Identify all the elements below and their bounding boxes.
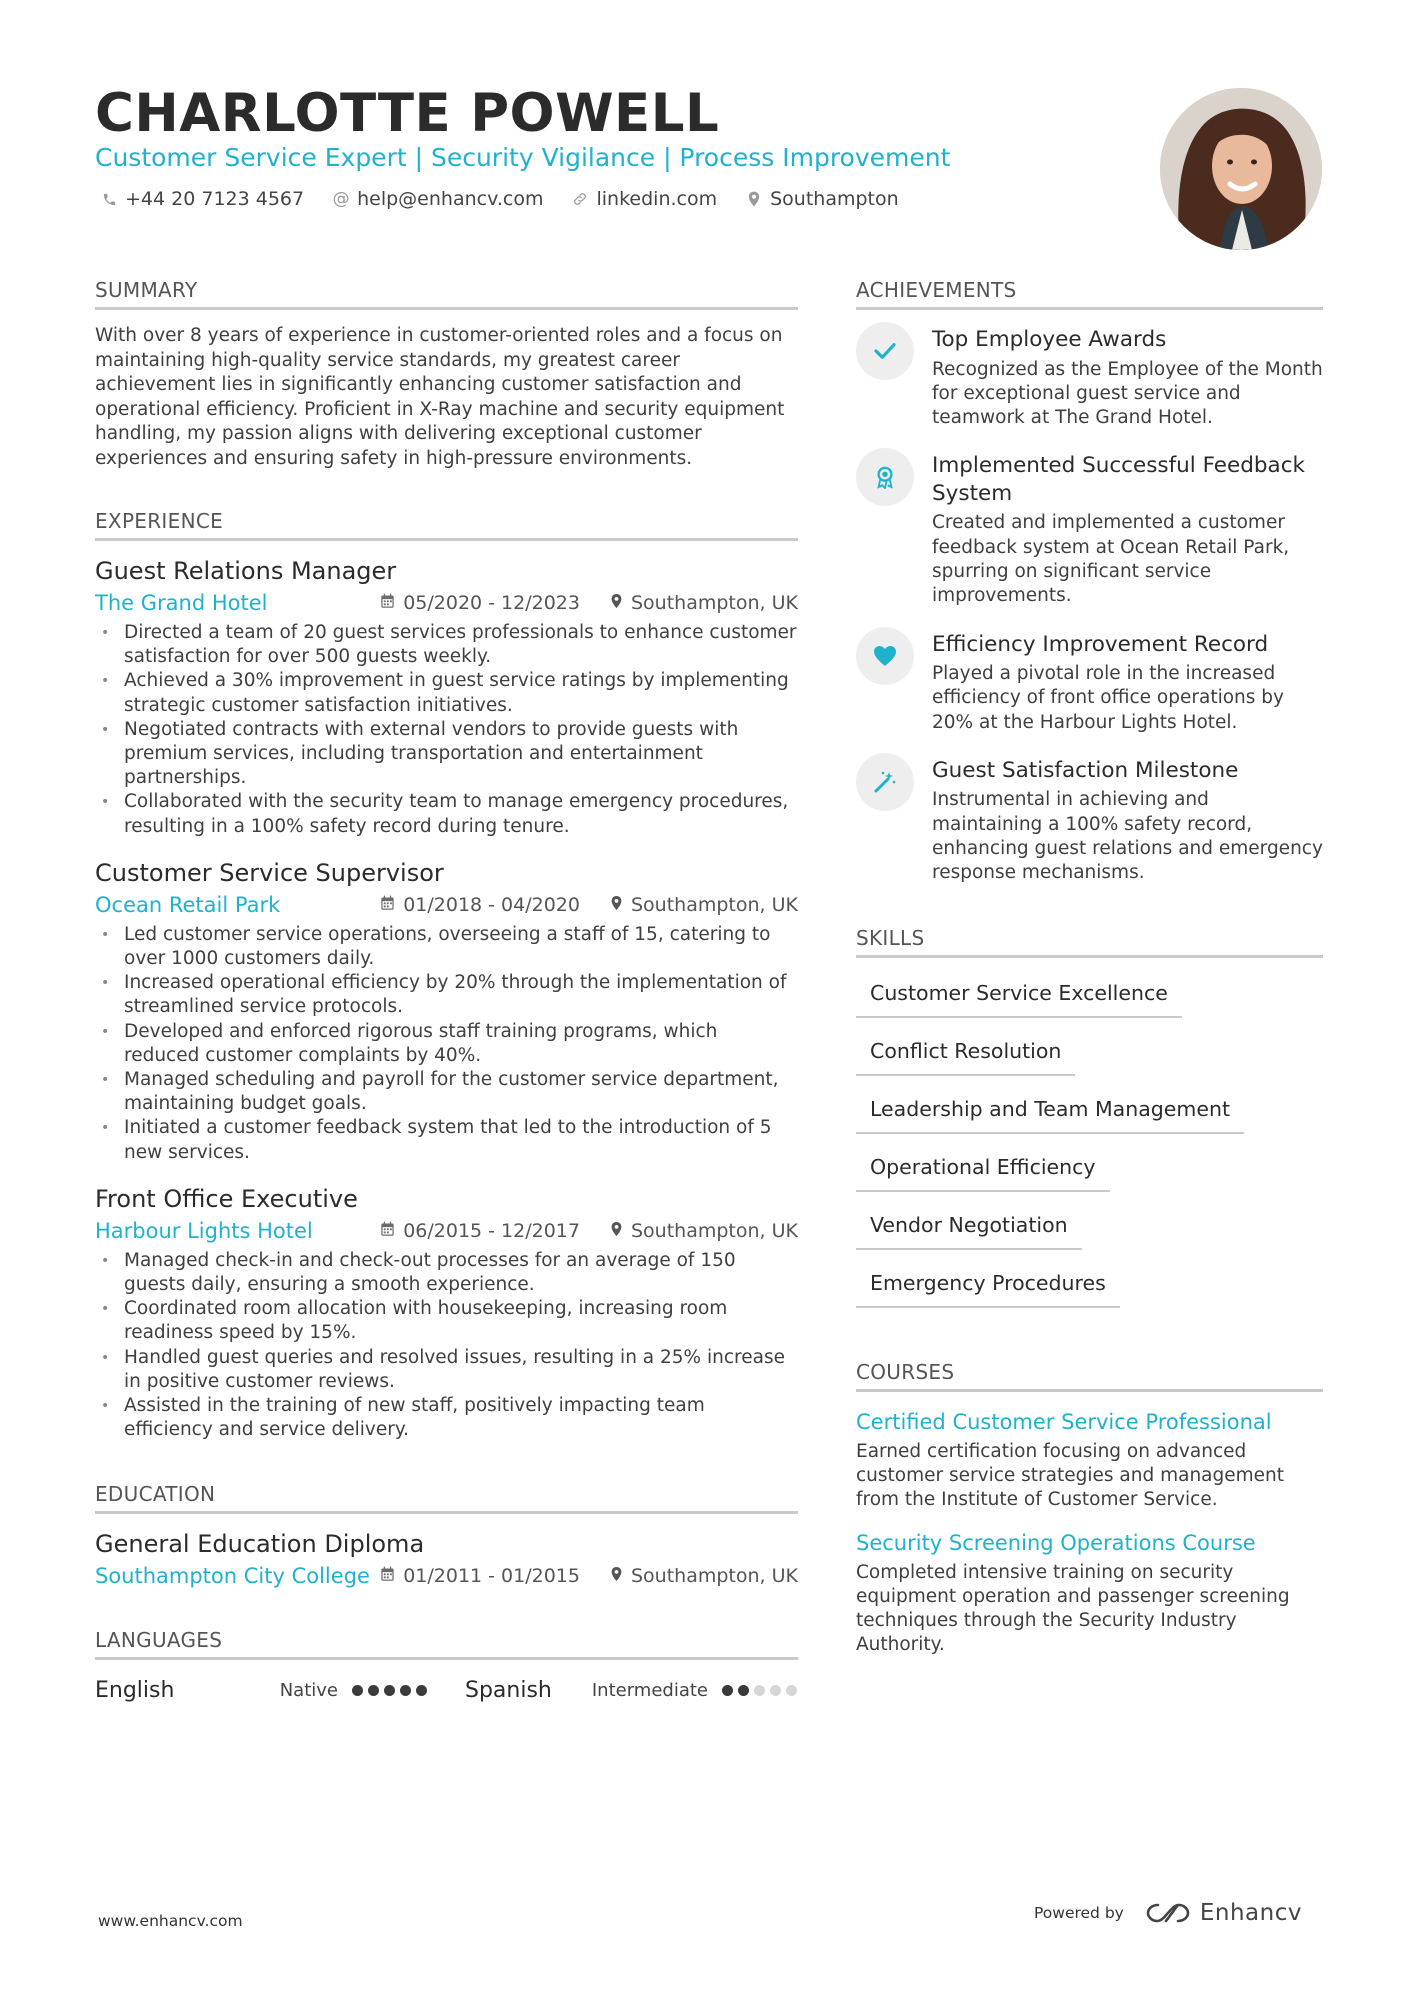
education-meta xyxy=(95,1562,798,1590)
achievement-title: Guest Satisfaction Milestone xyxy=(932,757,1239,783)
job-entry xyxy=(95,1183,798,1443)
left-column xyxy=(95,278,798,1733)
degree-title: General Education Diploma xyxy=(95,1530,425,1559)
bullet-item: • Led customer service operations, overseeing a staff of 15, catering to over 1000 customers daily. xyxy=(95,923,798,971)
brand-logo xyxy=(1144,1900,1302,1926)
education-section xyxy=(95,1482,798,1590)
bullet-item: • Coordinated room allocation with housekeeping, increasing room readiness speed by 15%. xyxy=(95,1297,798,1345)
proficiency-dot-filled xyxy=(416,1685,427,1696)
contact-linkedin[interactable] xyxy=(571,188,717,210)
language-proficiency-dots xyxy=(352,1685,427,1696)
course-desc: Earned certification focusing on advanced customer service strategies and management from the Institute of Customer Service. xyxy=(856,1440,1285,1511)
proficiency-dot-empty xyxy=(786,1685,797,1696)
job-dates-text: 05/2020 - 12/2023 xyxy=(403,592,580,614)
bullet-item: • Managed scheduling and payroll for the customer service department, maintaining budget goals. xyxy=(95,1068,798,1116)
calendar-icon xyxy=(380,1566,395,1586)
achievements-section xyxy=(856,278,1323,886)
summary-heading: SUMMARY xyxy=(95,278,798,310)
location-pin-icon xyxy=(610,1566,623,1586)
contact-email[interactable] xyxy=(332,188,543,210)
calendar-icon xyxy=(380,1221,395,1241)
course-title: Security Screening Operations Course xyxy=(856,1530,1256,1555)
skill-tag: Leadership and Team Management xyxy=(856,1094,1244,1134)
skill-tag: Emergency Procedures xyxy=(856,1268,1120,1308)
location-pin-icon xyxy=(745,191,763,207)
linkedin-text: linkedin.com xyxy=(596,188,718,210)
achievement-desc: Recognized as the Employee of the Month for exceptional guest service and teamwork at The Grand Hotel. xyxy=(932,358,1323,429)
job-title: Front Office Executive xyxy=(95,1184,358,1213)
right-column xyxy=(856,278,1323,1688)
company-name: Ocean Retail Park xyxy=(95,892,281,917)
headline: Customer Service Expert | Security Vigilance | Process Improvement xyxy=(95,143,951,172)
course-desc: Completed intensive training on security equipment operation and passenger screening techniques through the Security Industry Authority. xyxy=(856,1561,1290,1656)
language-level: Intermediate xyxy=(591,1680,708,1702)
education-heading: EDUCATION xyxy=(95,1482,798,1514)
skill-tag: Operational Efficiency xyxy=(856,1152,1110,1192)
language-level: Native xyxy=(279,1680,338,1702)
location-pin-icon xyxy=(610,593,623,613)
profile-photo xyxy=(1160,88,1322,250)
achievement-item xyxy=(856,452,1323,608)
achievement-item xyxy=(856,326,1323,430)
proficiency-dot-filled xyxy=(352,1685,363,1696)
proficiency-dot-filled xyxy=(384,1685,395,1696)
school-name: Southampton City College xyxy=(95,1564,370,1589)
bullet-item: • Developed and enforced rigorous staff training programs, which reduced customer complaints by 40%. xyxy=(95,1020,798,1068)
email-text: help@enhancv.com xyxy=(357,188,544,210)
company-name: Harbour Lights Hotel xyxy=(95,1218,313,1243)
achievement-desc: Instrumental in achieving and maintaining a 100% safety record, enhancing guest relations and emergency response mechanisms. xyxy=(932,789,1323,884)
award-icon xyxy=(856,448,914,506)
location-pin-icon xyxy=(610,895,623,915)
proficiency-dot-filled xyxy=(400,1685,411,1696)
languages-section xyxy=(95,1628,798,1703)
job-location-text: Southampton, UK xyxy=(631,1219,798,1242)
achievement-desc: Created and implemented a customer feedback system at Ocean Retail Park, spurring on significant service improvements. xyxy=(932,512,1290,607)
job-dates xyxy=(380,894,580,916)
bullet-item: • Managed check-in and check-out processes for an average of 150 guests daily, ensuring a smooth experience. xyxy=(95,1249,798,1297)
skills-list xyxy=(856,978,1323,1308)
courses-section xyxy=(856,1360,1323,1658)
contact-bar xyxy=(100,188,899,210)
education-location xyxy=(610,1565,798,1587)
achievement-title: Implemented Successful Feedback System xyxy=(932,453,1306,506)
job-dates xyxy=(380,1220,580,1242)
languages-row xyxy=(95,1678,798,1703)
job-location xyxy=(610,894,798,916)
magic-wand-icon xyxy=(856,753,914,811)
bullet-item: • Initiated a customer feedback system that led to the introduction of 5 new services. xyxy=(95,1116,798,1164)
achievement-item xyxy=(856,631,1323,735)
job-dates-text: 06/2015 - 12/2017 xyxy=(403,1219,580,1242)
education-dates-text: 01/2011 - 01/2015 xyxy=(403,1565,580,1588)
bullet-item: • Negotiated contracts with external vendors to provide guests with premium services, including transportation and entertainment partnerships. xyxy=(95,718,798,791)
summary-section xyxy=(95,278,798,471)
proficiency-dot-empty xyxy=(770,1685,781,1696)
calendar-icon xyxy=(380,593,395,613)
proficiency-dot-filled xyxy=(738,1685,749,1696)
language-name: Spanish xyxy=(465,1678,552,1704)
bullet-item: • Increased operational efficiency by 20% through the implementation of streamlined service protocols. xyxy=(95,971,798,1019)
phone-text: +44 20 7123 4567 xyxy=(125,188,305,210)
job-meta xyxy=(95,891,798,919)
job-location-text: Southampton, UK xyxy=(631,592,798,614)
skill-tag: Conflict Resolution xyxy=(856,1036,1075,1076)
location-pin-icon xyxy=(610,1221,623,1241)
skills-section xyxy=(856,926,1323,1308)
summary-text: With over 8 years of experience in customer-oriented roles and a focus on maintaining high-quality service standards, my greatest career achievement lies in significantly enhancing customer satisfaction and operational efficiency. Proficient in X-Ray machine and security equipment handling, my passion aligns with delivering exceptional customer experiences and ensuring safety in high-pressure environments. xyxy=(95,325,785,469)
languages-heading: LANGUAGES xyxy=(95,1628,798,1660)
courses-heading: COURSES xyxy=(856,1360,1323,1392)
contact-phone[interactable] xyxy=(100,188,304,210)
job-meta xyxy=(95,1217,798,1245)
job-meta xyxy=(95,589,798,617)
heart-icon xyxy=(856,627,914,685)
job-location xyxy=(610,1220,798,1242)
experience-heading: EXPERIENCE xyxy=(95,509,798,541)
achievement-title: Efficiency Improvement Record xyxy=(932,631,1269,657)
footer-branding[interactable] xyxy=(1034,1900,1302,1926)
job-location-text: Southampton, UK xyxy=(631,893,798,916)
company-name: The Grand Hotel xyxy=(95,591,268,615)
location-text: Southampton xyxy=(770,188,899,210)
job-location xyxy=(610,592,798,614)
education-location-text: Southampton, UK xyxy=(631,1565,798,1588)
job-bullets xyxy=(95,923,798,1165)
job-dates xyxy=(380,592,580,614)
at-icon: @ xyxy=(332,189,350,209)
bullet-item: • Collaborated with the security team to manage emergency procedures, resulting in a 100% safety record during tenure. xyxy=(95,790,798,838)
bullet-item: • Directed a team of 20 guest services professionals to enhance customer satisfaction for over 500 guests weekly. xyxy=(95,621,798,669)
education-entry xyxy=(95,1528,798,1590)
bullet-item: • Assisted in the training of new staff, positively impacting team efficiency and service delivery. xyxy=(95,1394,798,1442)
calendar-icon xyxy=(380,895,395,915)
proficiency-dot-filled xyxy=(722,1685,733,1696)
job-bullets xyxy=(95,1249,798,1443)
language-proficiency-dots xyxy=(722,1685,797,1696)
bullet-item: • Handled guest queries and resolved issues, resulting in a 25% increase in positive customer reviews. xyxy=(95,1346,798,1394)
language-name: English xyxy=(95,1678,175,1704)
course-item xyxy=(856,1529,1323,1658)
job-bullets xyxy=(95,621,798,839)
skill-tag: Vendor Negotiation xyxy=(856,1210,1082,1250)
experience-section xyxy=(95,509,798,1442)
course-item xyxy=(856,1408,1323,1513)
achievement-desc: Played a pivotal role in the increased efficiency of front office operations by 20% at the Harbour Lights Hotel. xyxy=(932,663,1284,733)
course-title: Certified Customer Service Professional xyxy=(856,1409,1272,1434)
job-title: Customer Service Supervisor xyxy=(95,858,444,887)
language-item xyxy=(95,1678,427,1703)
proficiency-dot-filled xyxy=(368,1685,379,1696)
phone-icon xyxy=(100,192,118,207)
check-icon xyxy=(856,322,914,380)
contact-location xyxy=(745,188,899,210)
powered-by-text: Powered by xyxy=(1034,1904,1124,1922)
job-entry xyxy=(95,555,798,839)
job-entry xyxy=(95,857,798,1165)
bullet-item: • Achieved a 30% improvement in guest service ratings by implementing strategic customer satisfaction initiatives. xyxy=(95,669,798,717)
footer-website[interactable]: www.enhancv.com xyxy=(98,1912,243,1930)
achievement-item xyxy=(856,757,1323,886)
achievements-heading: ACHIEVEMENTS xyxy=(856,278,1323,310)
education-dates xyxy=(380,1565,580,1587)
candidate-name: CHARLOTTE POWELL xyxy=(95,83,720,144)
skill-tag: Customer Service Excellence xyxy=(856,978,1182,1018)
link-icon xyxy=(571,191,589,207)
enhancv-logo-icon xyxy=(1144,1901,1192,1925)
brand-name: Enhancv xyxy=(1199,1900,1302,1926)
job-dates-text: 01/2018 - 04/2020 xyxy=(403,893,580,916)
language-item xyxy=(465,1678,797,1703)
proficiency-dot-empty xyxy=(754,1685,765,1696)
achievement-title: Top Employee Awards xyxy=(932,327,1167,352)
skills-heading: SKILLS xyxy=(856,926,1323,958)
job-title: Guest Relations Manager xyxy=(95,557,397,585)
